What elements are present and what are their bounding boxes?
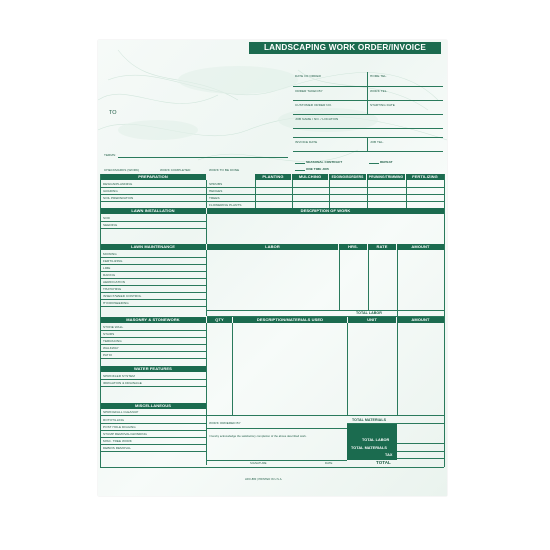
misc-item: ROTOTILLING (103, 418, 125, 422)
misc-item: POST HOLE DIGGING (103, 425, 136, 429)
lawn-maint-item: THATCHING (103, 287, 122, 291)
lawn-maint-item: INSECT/WEED CONTROL (103, 294, 142, 298)
work-ordered-by-label: WORK ORDERED BY (209, 421, 241, 425)
total-labor-label: TOTAL LABOR (356, 311, 382, 315)
amount-col-header: AMOUNT (397, 244, 444, 250)
job-tel-label: JOB TEL. (370, 140, 384, 144)
prep-right-item: TREES (209, 196, 220, 200)
hrs-col-header: HRS. (339, 244, 367, 250)
to-label: TO (109, 110, 117, 116)
work-completed-label: WORK COMPLETED (160, 168, 191, 172)
misc-item: DEBRIS REMOVAL (103, 446, 131, 450)
seasonal-contract-label: SEASONAL CONTRACT (306, 160, 343, 164)
one-time-job-label: ONE TIME JOB (306, 167, 329, 171)
lawn-maint-item: AERIFICATION (103, 280, 126, 284)
prep-right-item: HEDGES (209, 189, 223, 193)
fertilizing-col-header: FERTILIZING (406, 174, 444, 180)
prep-right-item: FLOWERING PLANTS (209, 203, 242, 207)
customer-order-no-label: CUSTOMER ORDER NO. (295, 103, 332, 107)
misc-item: STUMP REMOVAL/GRINDING (103, 432, 147, 436)
checkmarks-work-label: CHECKMARKS (WORK) (104, 168, 140, 172)
lawn-maint-item: LIME (103, 266, 111, 270)
water-item: SPRINKLER SYSTEM (103, 374, 135, 378)
prep-item: GRADING (103, 189, 118, 193)
rate-col-header: RATE (368, 244, 396, 250)
lawn-maintenance-header: LAWN MAINTENANCE (100, 244, 206, 250)
masonry-item: WALKWAY (103, 346, 119, 350)
footer-code: LWO-880 | PRINTED IN U.S.A. (245, 478, 283, 481)
qty-col-header: QTY (207, 317, 232, 323)
work-tel-label: WORK TEL. (370, 89, 388, 93)
masonry-item: STONE WALL (103, 325, 124, 329)
amount-col-header-2: AMOUNT (397, 317, 444, 323)
total-materials-summary-label: TOTAL MATERIALS (351, 446, 387, 450)
lawn-maint-item: RAKING (103, 273, 116, 277)
total-labor-summary-label: TOTAL LABOR (362, 438, 390, 442)
unit-col-header: UNIT (348, 317, 396, 323)
masonry-header: MASONRY & STONEWORK (100, 317, 206, 323)
lawn-install-item: SOD (103, 216, 110, 220)
description-materials-header: DESCRIPTION/MATERIALS USED (233, 317, 347, 323)
form-title: LANDSCAPING WORK ORDER/INVOICE (249, 42, 441, 54)
lawn-installation-header: LAWN INSTALLATION (100, 208, 206, 214)
edging-col-header: EDGING/BORDERS (329, 174, 366, 180)
pruning-col-header: PRUNING/TRIMMING (368, 175, 404, 179)
planting-col-header: PLANTING (255, 174, 291, 180)
home-tel-label: HOME TEL. (370, 74, 388, 78)
tax-label: TAX (385, 453, 393, 457)
invoice-date-label: INVOICE DATE (295, 140, 318, 144)
order-taken-by-label: ORDER TAKEN BY (295, 89, 323, 93)
prep-item: SOIL PREPARATION (103, 196, 134, 200)
job-name-location-label: JOB NAME / NO. / LOCATION (295, 117, 339, 121)
date-of-order-label: DATE OF ORDER (295, 74, 321, 78)
terms-line (118, 157, 288, 158)
misc-item: SPRINGFALL CLEANUP (103, 410, 139, 414)
lawn-install-item: SEEDING (103, 223, 118, 227)
total-label: TOTAL (376, 460, 391, 465)
acknowledgement-text: I hereby acknowledge the satisfactory completion of the above described work. (209, 435, 307, 438)
masonry-item: STAIRS (103, 332, 115, 336)
terms-label: TERMS: (104, 153, 116, 157)
lawn-maint-item: HYDROSEEDING (103, 301, 129, 305)
work-to-be-done-label: WORK TO BE DONE (209, 168, 240, 172)
description-of-work-header: DESCRIPTION OF WORK (207, 208, 444, 214)
mulching-col-header: MULCHING (292, 174, 328, 180)
date-label: DATE (325, 461, 333, 465)
lawn-maint-item: FERTILIZING (103, 259, 123, 263)
lawn-maint-item: MOWING (103, 252, 117, 256)
prep-item: DESIGN/PLANNING (103, 182, 133, 186)
misc-item: MISC. TREE WORK (103, 439, 132, 443)
starting-date-label: STARTING DATE (370, 103, 395, 107)
miscellaneous-header: MISCELLANEOUS (100, 403, 206, 409)
prep-right-item: SHRUBS (209, 182, 223, 186)
repeat-label: REPEAT (380, 160, 393, 164)
water-features-header: WATER FEATURES (100, 366, 206, 372)
signature-label: SIGNATURE (250, 461, 267, 465)
labor-col-header: LABOR (207, 244, 338, 250)
total-materials-label: TOTAL MATERIALS (352, 418, 387, 422)
water-item: IRRIGATION & DRAINAGE (103, 381, 142, 385)
masonry-item: PATIO (103, 353, 113, 357)
masonry-item: TERRACING (103, 339, 122, 343)
preparation-header: PREPARATION (100, 174, 206, 180)
